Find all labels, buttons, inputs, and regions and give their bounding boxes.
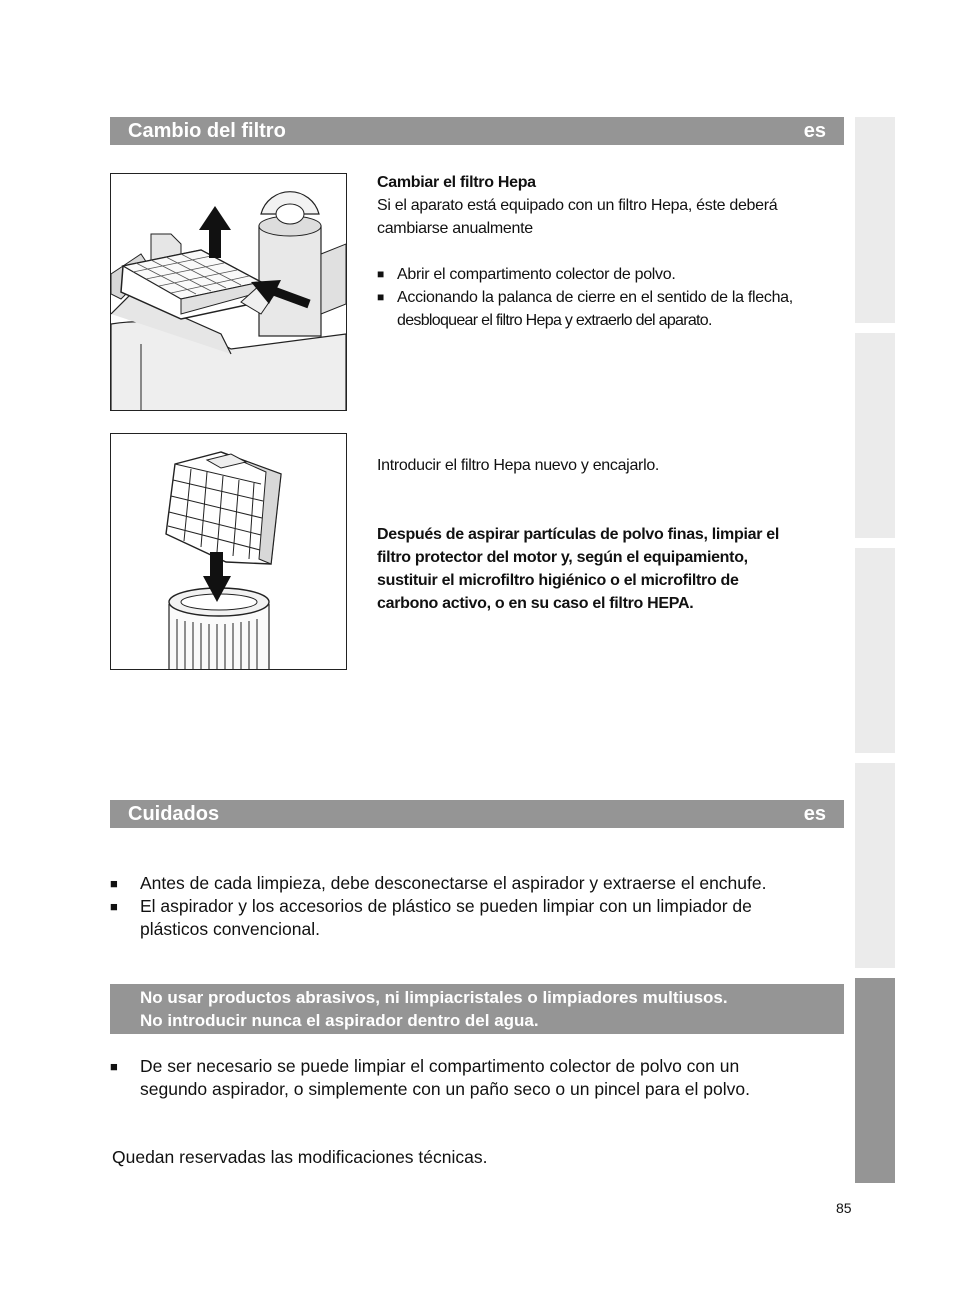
care-bullet-1-text: Antes de cada limpieza, debe desconectarse el aspirador y extraerse el enchufe. [140, 873, 767, 893]
section-header-care [110, 800, 844, 828]
note-line-4: carbono activo, o en su caso el filtro HEPA. [377, 595, 694, 612]
filter-care-note [377, 523, 847, 615]
hepa-step-1-text: Abrir el compartimento colector de polvo. [397, 266, 676, 283]
remove-filter-illustration [111, 174, 347, 411]
hepa-instructions [377, 171, 847, 332]
bullet-icon: ■ [377, 290, 384, 304]
care-bullet-3-line-2: segundo aspirador, o simplemente con un paño seco o un pincel para el polvo. [140, 1079, 750, 1099]
care-bullet-3 [110, 1055, 850, 1101]
bullet-icon: ■ [110, 1059, 118, 1074]
hepa-intro-line-1: Si el aparato está equipado con un filtro Hepa, éste deberá [377, 197, 778, 214]
hepa-step-2 [377, 286, 847, 332]
warning-box [110, 984, 844, 1034]
note-line-3: sustituir el microfiltro higiénico o el microfiltro de [377, 572, 739, 589]
language-code: es [803, 119, 826, 142]
figure-insert-hepa-filter [110, 433, 347, 670]
care-bullet-2 [110, 895, 850, 941]
care-bullet-3-line-1: De ser necesario se puede limpiar el compartimento colector de polvo con un [140, 1056, 740, 1076]
bullet-icon: ■ [377, 267, 384, 281]
insert-filter-illustration [111, 434, 347, 670]
side-tab-1 [855, 117, 895, 323]
section-title: Cuidados [128, 802, 220, 825]
hepa-heading: Cambiar el filtro Hepa [377, 174, 536, 191]
side-tab-3 [855, 548, 895, 753]
bullet-icon: ■ [110, 876, 118, 891]
section-title: Cambio del filtro [128, 119, 286, 142]
note-line-1: Después de aspirar partículas de polvo finas, limpiar el [377, 526, 780, 543]
hepa-intro-line-2: cambiarse anualmente [377, 220, 533, 237]
care-bullet-2-line-1: El aspirador y los accesorios de plástico se pueden limpiar con un limpiador de [140, 896, 752, 916]
hepa-step-2-line-1: Accionando la palanca de cierre en el sentido de la flecha, [397, 289, 793, 306]
warning-line-2: No introducir nunca el aspirador dentro del agua. [140, 1011, 539, 1030]
section-header-filter-change [110, 117, 844, 145]
care-bullets [110, 872, 850, 941]
bullet-icon: ■ [110, 899, 118, 914]
side-tab-5-active [855, 978, 895, 1183]
care-bullet-2-line-2: plásticos convencional. [140, 919, 320, 939]
side-tab-2 [855, 333, 895, 538]
care-bullet-1 [110, 872, 850, 895]
technical-changes-note: Quedan reservadas las modificaciones técnicas. [112, 1147, 488, 1167]
insert-instruction: Introducir el filtro Hepa nuevo y encajarlo. [377, 457, 660, 474]
language-code: es [803, 802, 826, 825]
note-line-2: filtro protector del motor y, según el equipamiento, [377, 549, 748, 566]
figure-remove-hepa-filter [110, 173, 347, 411]
hepa-step-2-line-2: desbloquear el filtro Hepa y extraerlo del aparato. [397, 312, 712, 329]
page-number: 85 [836, 1200, 852, 1216]
side-tab-4 [855, 763, 895, 968]
hepa-step-1 [377, 263, 847, 286]
warning-line-1: No usar productos abrasivos, ni limpiacristales o limpiadores multiusos. [140, 988, 728, 1007]
